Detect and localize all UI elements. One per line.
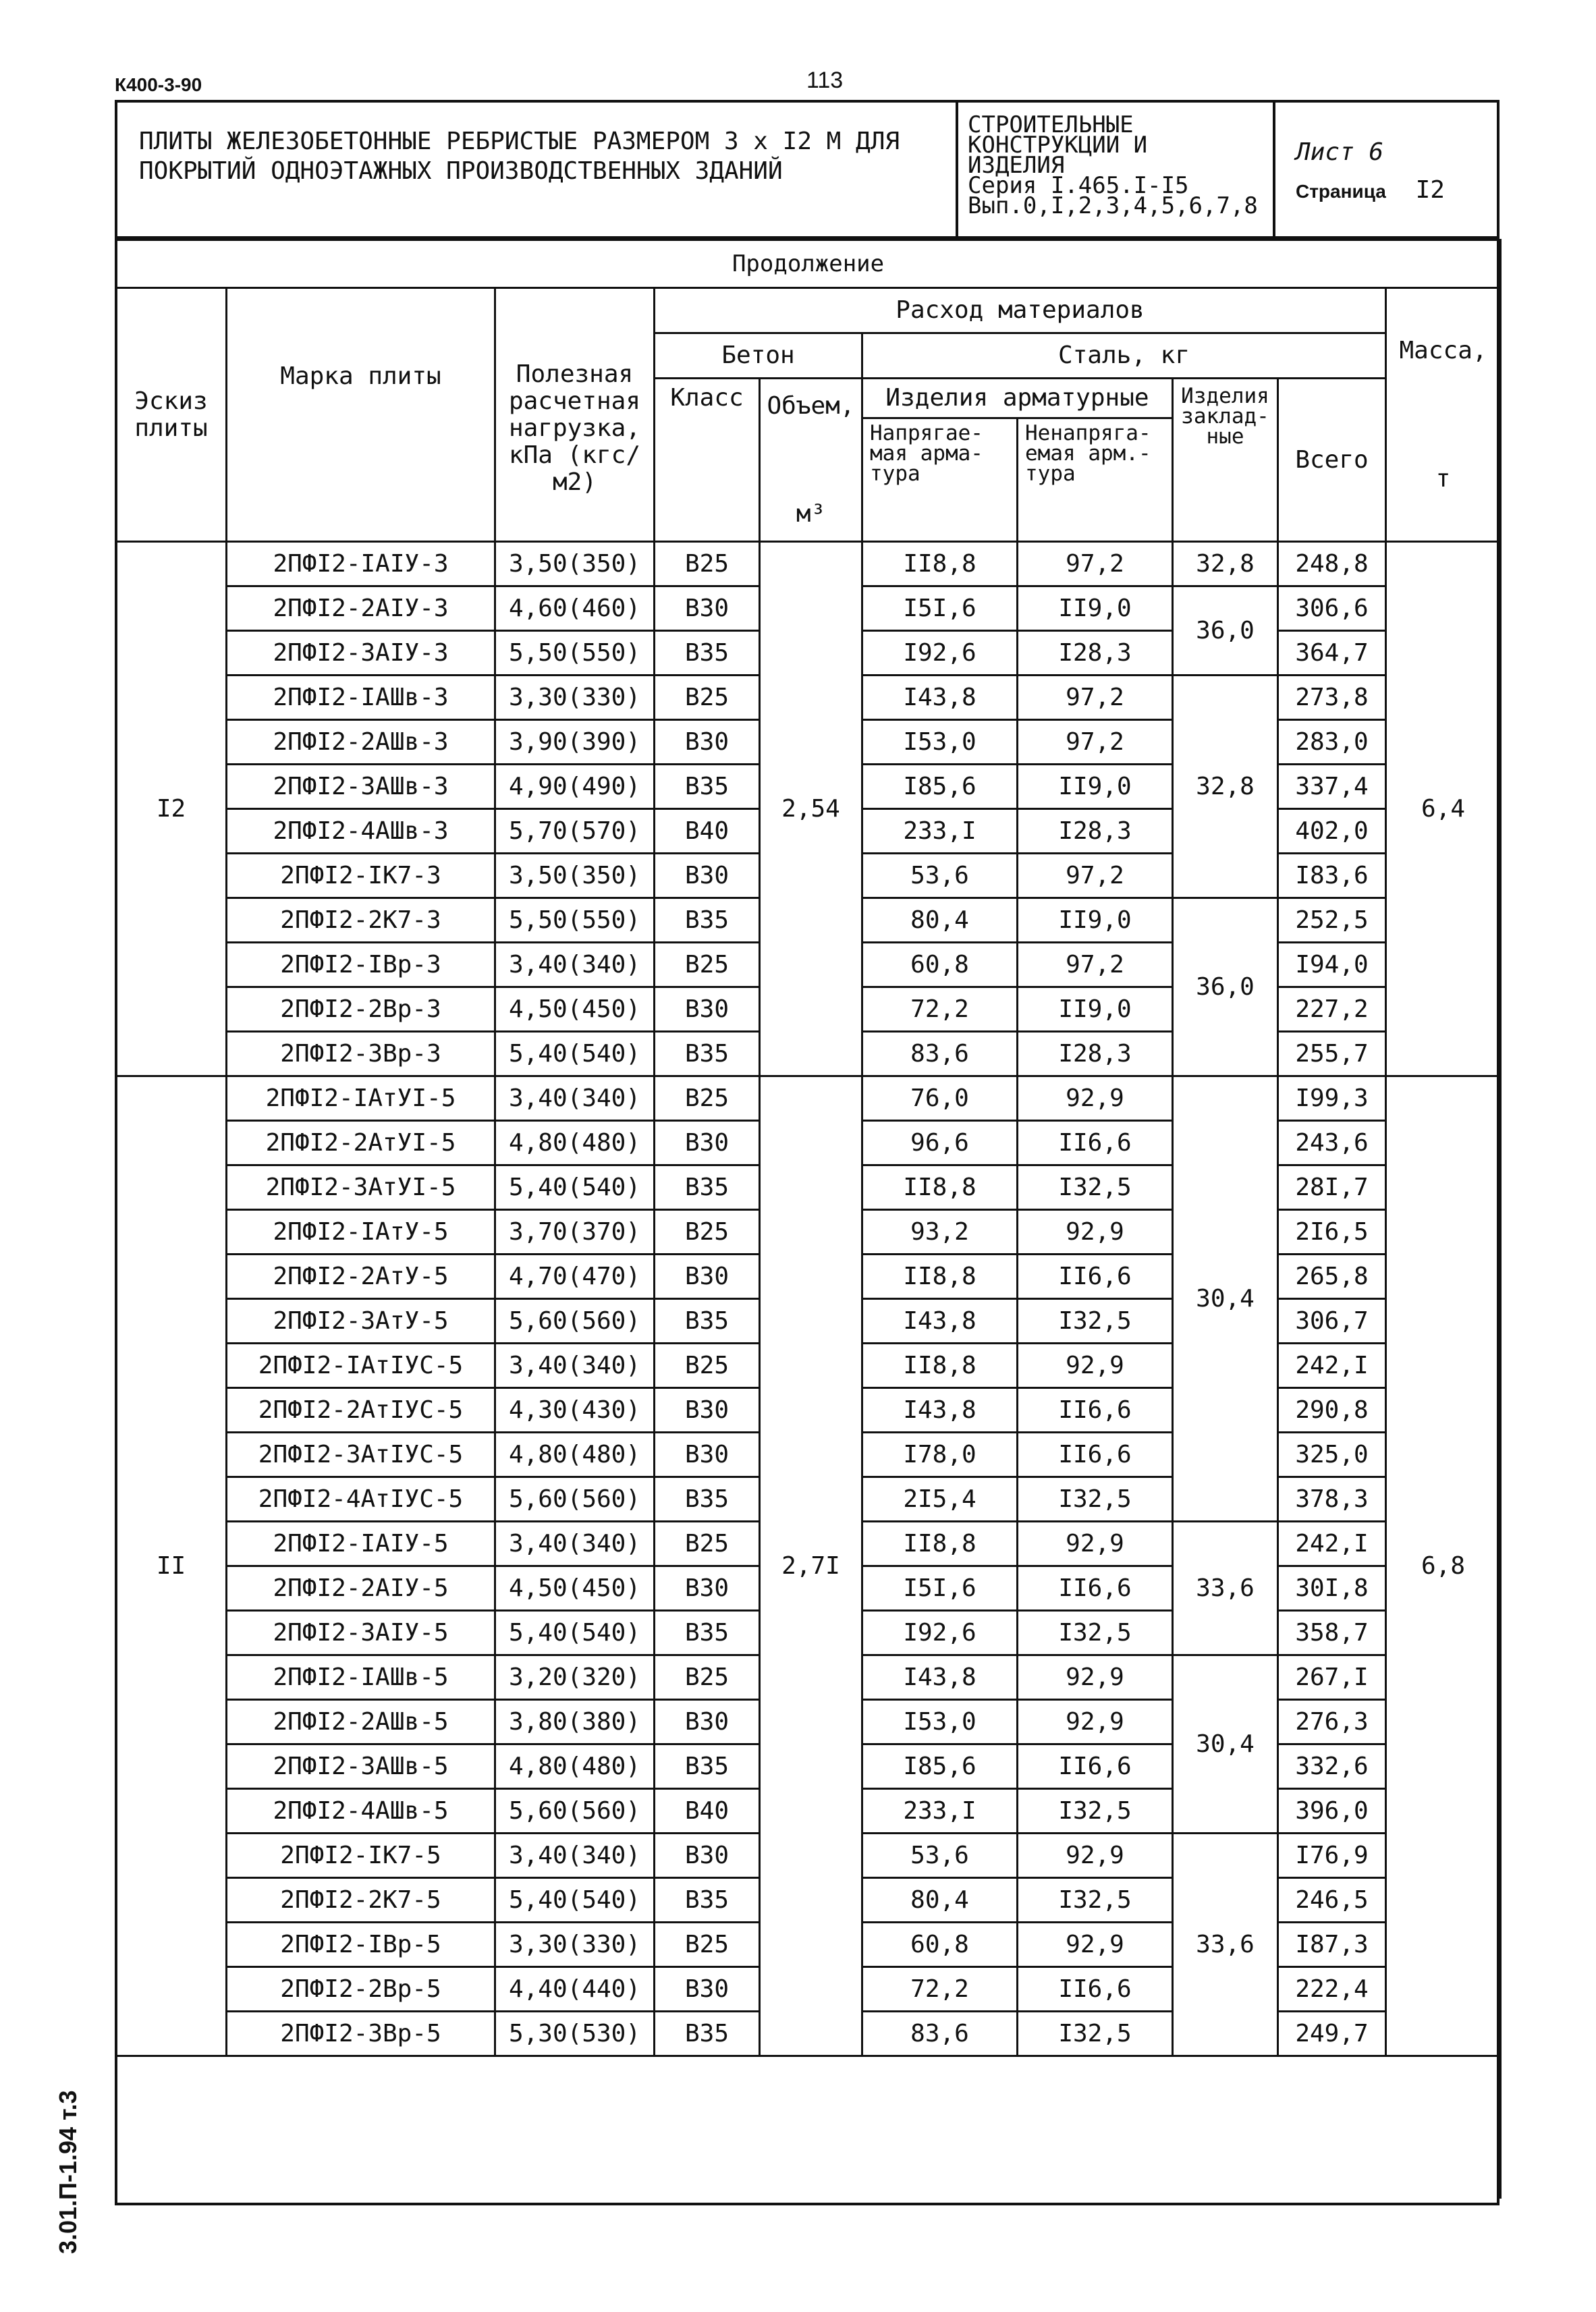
nonprestressed-cell: I28,3 [1018,809,1173,854]
prestressed-cell: 60,8 [862,1923,1018,1967]
total-cell: 325,0 [1278,1433,1386,1477]
document-title [115,100,958,236]
total-cell: I76,9 [1278,1834,1386,1878]
nonprestressed-cell: II6,6 [1018,1967,1173,2012]
nonprestressed-cell: 92,9 [1018,1210,1173,1255]
load-cell: 5,30(530) [495,2012,655,2056]
class-cell: B30 [655,1834,760,1878]
load-cell: 5,40(540) [495,1165,655,1210]
volume-unit: м³ [796,499,826,528]
class-cell: B30 [655,854,760,898]
prestressed-cell: 72,2 [862,987,1018,1032]
sketch-cell: I2 [116,542,227,1076]
series-line: ИЗДЕЛИЯ [968,152,1065,179]
load-cell: 3,70(370) [495,1210,655,1255]
col-mass-header [1386,288,1501,542]
sheet-number: Лист 6 [1296,138,1384,166]
mark-cell: 2ПФI2-3Вр-3 [227,1032,495,1076]
load-cell: 3,20(320) [495,1655,655,1700]
empty-footer-cell [116,2056,1501,2199]
mark-cell: 2ПФI2-2АIУ-3 [227,586,495,631]
series-block [958,100,1275,236]
load-cell: 3,50(350) [495,854,655,898]
nonprestressed-cell: 97,2 [1018,676,1173,720]
mark-cell: 2ПФI2-4АШв-5 [227,1789,495,1834]
class-cell: B25 [655,1923,760,1967]
load-cell: 5,60(560) [495,1299,655,1344]
class-cell: B35 [655,898,760,943]
prestressed-cell: II8,8 [862,1344,1018,1388]
col-total-header: Всего [1278,379,1386,542]
nonprestressed-cell: II9,0 [1018,586,1173,631]
mark-cell: 2ПФI2-2АШв-5 [227,1700,495,1744]
total-cell: 222,4 [1278,1967,1386,2012]
total-cell: 402,0 [1278,809,1386,854]
series-line: СТРОИТЕЛЬНЫЕ [968,111,1134,138]
title-block [115,100,1499,239]
mark-cell: 2ПФI2-IАIУ-3 [227,542,495,586]
mark-cell: 2ПФI2-3АтIУС-5 [227,1433,495,1477]
class-cell: B35 [655,1165,760,1210]
class-cell: B35 [655,1878,760,1923]
total-cell: 242,I [1278,1522,1386,1566]
load-cell: 5,50(550) [495,898,655,943]
load-cell: 3,40(340) [495,1076,655,1121]
page-ref [1296,171,1494,211]
embedded-cell: 33,6 [1173,1834,1278,2056]
class-cell: B35 [655,1032,760,1076]
nonprestressed-cell: II6,6 [1018,1255,1173,1299]
embedded-cell: 30,4 [1173,1076,1278,1522]
series-line: Вып.0,I,2,3,4,5,6,7,8 [968,192,1258,219]
load-cell: 5,60(560) [495,1477,655,1522]
nonprestressed-cell: II6,6 [1018,1388,1173,1433]
mark-cell: 2ПФI2-2АтУI-5 [227,1121,495,1165]
class-cell: B40 [655,1789,760,1834]
prestressed-cell: I53,0 [862,1700,1018,1744]
total-cell: I99,3 [1278,1076,1386,1121]
mark-cell: 2ПФI2-2АтIУС-5 [227,1388,495,1433]
prestressed-cell: I43,8 [862,1299,1018,1344]
table-row [116,542,1501,586]
total-cell: 243,6 [1278,1121,1386,1165]
page-ref-label: Страница [1296,181,1386,202]
steel-header: Сталь, кг [862,333,1386,379]
class-cell: B30 [655,1700,760,1744]
total-cell: 255,7 [1278,1032,1386,1076]
sheet-block [1275,100,1494,236]
load-cell: 4,60(460) [495,586,655,631]
class-cell: B25 [655,1210,760,1255]
prestressed-cell: I78,0 [862,1433,1018,1477]
empty-footer-row [116,2056,1501,2199]
nonprestressed-cell: I32,5 [1018,1789,1173,1834]
load-cell: 4,40(440) [495,1967,655,2012]
prestressed-cell: I85,6 [862,1744,1018,1789]
nonprestressed-cell: 92,9 [1018,1923,1173,1967]
total-cell: 2I6,5 [1278,1210,1386,1255]
class-cell: B35 [655,631,760,676]
class-cell: B25 [655,1344,760,1388]
prestressed-cell: I43,8 [862,1388,1018,1433]
nonprestressed-cell: II9,0 [1018,987,1173,1032]
mass-cell: 6,8 [1386,1076,1501,2056]
prestressed-cell: I53,0 [862,720,1018,765]
total-cell: 276,3 [1278,1700,1386,1744]
prestressed-cell: 80,4 [862,1878,1018,1923]
mark-cell: 2ПФI2-IАтУ-5 [227,1210,495,1255]
load-cell: 3,90(390) [495,720,655,765]
embedded-cell: 36,0 [1173,898,1278,1076]
col-class-header: Класс [655,379,760,542]
total-cell: I87,3 [1278,1923,1386,1967]
mark-cell: 2ПФI2-IК7-3 [227,854,495,898]
materials-header: Расход материалов [655,288,1386,333]
load-cell: 5,40(540) [495,1032,655,1076]
load-cell: 3,40(340) [495,943,655,987]
nonprestressed-cell: I28,3 [1018,1032,1173,1076]
mark-cell: 2ПФI2-2АIУ-5 [227,1566,495,1611]
mark-cell: 2ПФI2-2Вр-3 [227,987,495,1032]
mark-cell: 2ПФI2-IАтIУС-5 [227,1344,495,1388]
mark-cell: 2ПФI2-3АШв-5 [227,1744,495,1789]
class-cell: B40 [655,809,760,854]
prestressed-cell: 72,2 [862,1967,1018,2012]
nonprestressed-cell: I32,5 [1018,1878,1173,1923]
mark-cell: 2ПФI2-3АШв-3 [227,765,495,809]
mark-cell: 2ПФI2-2АШв-3 [227,720,495,765]
load-cell: 4,50(450) [495,987,655,1032]
embedded-cell: 30,4 [1173,1655,1278,1834]
load-cell: 4,80(480) [495,1121,655,1165]
class-cell: B30 [655,1121,760,1165]
col-sketch-header: Эскиз плиты [116,288,227,542]
prestressed-cell: 233,I [862,1789,1018,1834]
class-cell: B30 [655,1566,760,1611]
col-embedded-header: Изделия заклад- ные [1173,379,1278,542]
load-cell: 5,40(540) [495,1878,655,1923]
side-code: 3.01.П-1.94 т.3 [54,2090,82,2254]
load-cell: 5,70(570) [495,809,655,854]
total-cell: 290,8 [1278,1388,1386,1433]
prestressed-cell: 53,6 [862,854,1018,898]
prestressed-cell: 83,6 [862,2012,1018,2056]
total-cell: I83,6 [1278,854,1386,898]
nonprestressed-cell: I32,5 [1018,1477,1173,1522]
load-cell: 4,90(490) [495,765,655,809]
class-cell: B25 [655,1522,760,1566]
mark-cell: 2ПФI2-2Вр-5 [227,1967,495,2012]
nonprestressed-cell: II6,6 [1018,1566,1173,1611]
volume-cell: 2,7I [760,1076,862,2056]
prestressed-cell: I43,8 [862,1655,1018,1700]
class-cell: B30 [655,987,760,1032]
class-cell: B35 [655,1477,760,1522]
load-cell: 3,40(340) [495,1522,655,1566]
load-cell: 5,40(540) [495,1611,655,1655]
class-cell: B30 [655,1433,760,1477]
prestressed-cell: I43,8 [862,676,1018,720]
nonprestressed-cell: 97,2 [1018,720,1173,765]
table-row [116,1076,1501,1121]
total-cell: 283,0 [1278,720,1386,765]
load-cell: 3,50(350) [495,542,655,586]
mark-cell: 2ПФI2-IВр-5 [227,1923,495,1967]
class-cell: B35 [655,1744,760,1789]
mark-cell: 2ПФI2-3Вр-5 [227,2012,495,2056]
total-cell: 242,I [1278,1344,1386,1388]
class-cell: B25 [655,943,760,987]
prestressed-cell: II8,8 [862,1165,1018,1210]
total-cell: I94,0 [1278,943,1386,987]
title-line: ПОКРЫТИЙ ОДНОЭТАЖНЫХ ПРОИЗВОДСТВЕННЫХ ЗДАНИЙ [139,157,783,185]
series-line: Серия I.465.I-I5 [968,172,1189,199]
mark-cell: 2ПФI2-IВр-3 [227,943,495,987]
document-code: К400-3-90 [115,74,202,95]
total-cell: 267,I [1278,1655,1386,1700]
total-cell: 246,5 [1278,1878,1386,1923]
total-cell: 265,8 [1278,1255,1386,1299]
nonprestressed-cell: II6,6 [1018,1121,1173,1165]
rebar-header: Изделия арматурные [862,379,1173,418]
col-mark-header: Марка плиты [227,288,495,542]
total-cell: 378,3 [1278,1477,1386,1522]
load-cell: 3,30(330) [495,1923,655,1967]
mark-cell: 2ПФI2-IАтУI-5 [227,1076,495,1121]
class-cell: B35 [655,1611,760,1655]
prestressed-cell: I5I,6 [862,586,1018,631]
nonprestressed-cell: 97,2 [1018,854,1173,898]
nonprestressed-cell: 92,9 [1018,1700,1173,1744]
class-cell: B35 [655,1299,760,1344]
prestressed-cell: 53,6 [862,1834,1018,1878]
total-cell: 306,6 [1278,586,1386,631]
prestressed-cell: I85,6 [862,765,1018,809]
embedded-cell: 32,8 [1173,542,1278,586]
page-ref-value: I2 [1415,176,1445,204]
sketch-cell: II [116,1076,227,2056]
title-line: ПЛИТЫ ЖЕЛЕЗОБЕТОННЫЕ РЕБРИСТЫЕ РАЗМЕРОМ 3 х I2 М ДЛЯ [139,128,900,155]
nonprestressed-cell: I32,5 [1018,1299,1173,1344]
mark-cell: 2ПФI2-3АIУ-3 [227,631,495,676]
prestressed-cell: 233,I [862,809,1018,854]
prestressed-cell: II8,8 [862,542,1018,586]
mass-unit: т [1435,464,1451,493]
total-cell: 248,8 [1278,542,1386,586]
load-cell: 4,70(470) [495,1255,655,1299]
series-line: КОНСТРУКЦИИ И [968,132,1148,159]
load-cell: 4,80(480) [495,1433,655,1477]
load-cell: 4,50(450) [495,1566,655,1611]
mark-cell: 2ПФI2-2К7-5 [227,1878,495,1923]
load-cell: 5,60(560) [495,1789,655,1834]
class-cell: B30 [655,1967,760,2012]
nonprestressed-cell: II9,0 [1018,765,1173,809]
mass-label: Масса, [1399,336,1487,364]
col-load-header: Полезная расчетная нагрузка, кПа (кгс/м2) [495,288,655,542]
class-cell: B35 [655,765,760,809]
prestressed-cell: 93,2 [862,1210,1018,1255]
total-cell: 28I,7 [1278,1165,1386,1210]
total-cell: 358,7 [1278,1611,1386,1655]
class-cell: B35 [655,2012,760,2056]
class-cell: B25 [655,1655,760,1700]
embedded-cell: 32,8 [1173,676,1278,898]
col-nonprestressed-header: Ненапряга- емая арм.- тура [1018,418,1173,542]
mark-cell: 2ПФI2-3АтУ-5 [227,1299,495,1344]
prestressed-cell: I92,6 [862,1611,1018,1655]
mass-cell: 6,4 [1386,542,1501,1076]
embedded-cell: 36,0 [1173,586,1278,676]
nonprestressed-cell: II6,6 [1018,1433,1173,1477]
mark-cell: 2ПФI2-IАШв-5 [227,1655,495,1700]
concrete-header: Бетон [655,333,862,379]
nonprestressed-cell: 92,9 [1018,1076,1173,1121]
volume-cell: 2,54 [760,542,862,1076]
mark-cell: 2ПФI2-3АтУI-5 [227,1165,495,1210]
prestressed-cell: I5I,6 [862,1566,1018,1611]
class-cell: B30 [655,720,760,765]
nonprestressed-cell: 92,9 [1018,1655,1173,1700]
load-cell: 3,30(330) [495,676,655,720]
nonprestressed-cell: II6,6 [1018,1744,1173,1789]
prestressed-cell: 60,8 [862,943,1018,987]
total-cell: 249,7 [1278,2012,1386,2056]
total-cell: 273,8 [1278,676,1386,720]
total-cell: 396,0 [1278,1789,1386,1834]
mark-cell: 2ПФI2-4АтIУС-5 [227,1477,495,1522]
total-cell: 252,5 [1278,898,1386,943]
total-cell: 364,7 [1278,631,1386,676]
nonprestressed-cell: II9,0 [1018,898,1173,943]
class-cell: B25 [655,676,760,720]
class-cell: B30 [655,1255,760,1299]
mark-cell: 2ПФI2-IАШв-3 [227,676,495,720]
mark-cell: 2ПФI2-2К7-3 [227,898,495,943]
materials-table [115,239,1502,2199]
mark-cell: 2ПФI2-2АтУ-5 [227,1255,495,1299]
load-cell: 3,40(340) [495,1344,655,1388]
continuation-label: Продолжение [116,240,1501,288]
load-cell: 3,80(380) [495,1700,655,1744]
class-cell: B25 [655,1076,760,1121]
class-cell: B30 [655,586,760,631]
prestressed-cell: II8,8 [862,1255,1018,1299]
mark-cell: 2ПФI2-IК7-5 [227,1834,495,1878]
nonprestressed-cell: 92,9 [1018,1344,1173,1388]
nonprestressed-cell: I28,3 [1018,631,1173,676]
class-cell: B25 [655,542,760,586]
nonprestressed-cell: 97,2 [1018,943,1173,987]
nonprestressed-cell: I32,5 [1018,1165,1173,1210]
mark-cell: 2ПФI2-4АШв-3 [227,809,495,854]
total-cell: 337,4 [1278,765,1386,809]
total-cell: 30I,8 [1278,1566,1386,1611]
load-cell: 4,30(430) [495,1388,655,1433]
col-prestressed-header: Напрягае- мая арма- тура [862,418,1018,542]
total-cell: 332,6 [1278,1744,1386,1789]
nonprestressed-cell: 97,2 [1018,542,1173,586]
prestressed-cell: 76,0 [862,1076,1018,1121]
load-cell: 4,80(480) [495,1744,655,1789]
total-cell: 306,7 [1278,1299,1386,1344]
prestressed-cell: II8,8 [862,1522,1018,1566]
nonprestressed-cell: 92,9 [1018,1834,1173,1878]
nonprestressed-cell: 92,9 [1018,1522,1173,1566]
volume-label: Объем, [767,391,855,420]
prestressed-cell: 80,4 [862,898,1018,943]
prestressed-cell: I92,6 [862,631,1018,676]
nonprestressed-cell: I32,5 [1018,2012,1173,2056]
col-volume-header [760,379,862,542]
mark-cell: 2ПФI2-3АIУ-5 [227,1611,495,1655]
prestressed-cell: 2I5,4 [862,1477,1018,1522]
class-cell: B30 [655,1388,760,1433]
load-cell: 5,50(550) [495,631,655,676]
load-cell: 3,40(340) [495,1834,655,1878]
nonprestressed-cell: I32,5 [1018,1611,1173,1655]
prestressed-cell: 83,6 [862,1032,1018,1076]
total-cell: 227,2 [1278,987,1386,1032]
mark-cell: 2ПФI2-IАIУ-5 [227,1522,495,1566]
page-number: 113 [806,67,844,93]
prestressed-cell: 96,6 [862,1121,1018,1165]
embedded-cell: 33,6 [1173,1522,1278,1655]
